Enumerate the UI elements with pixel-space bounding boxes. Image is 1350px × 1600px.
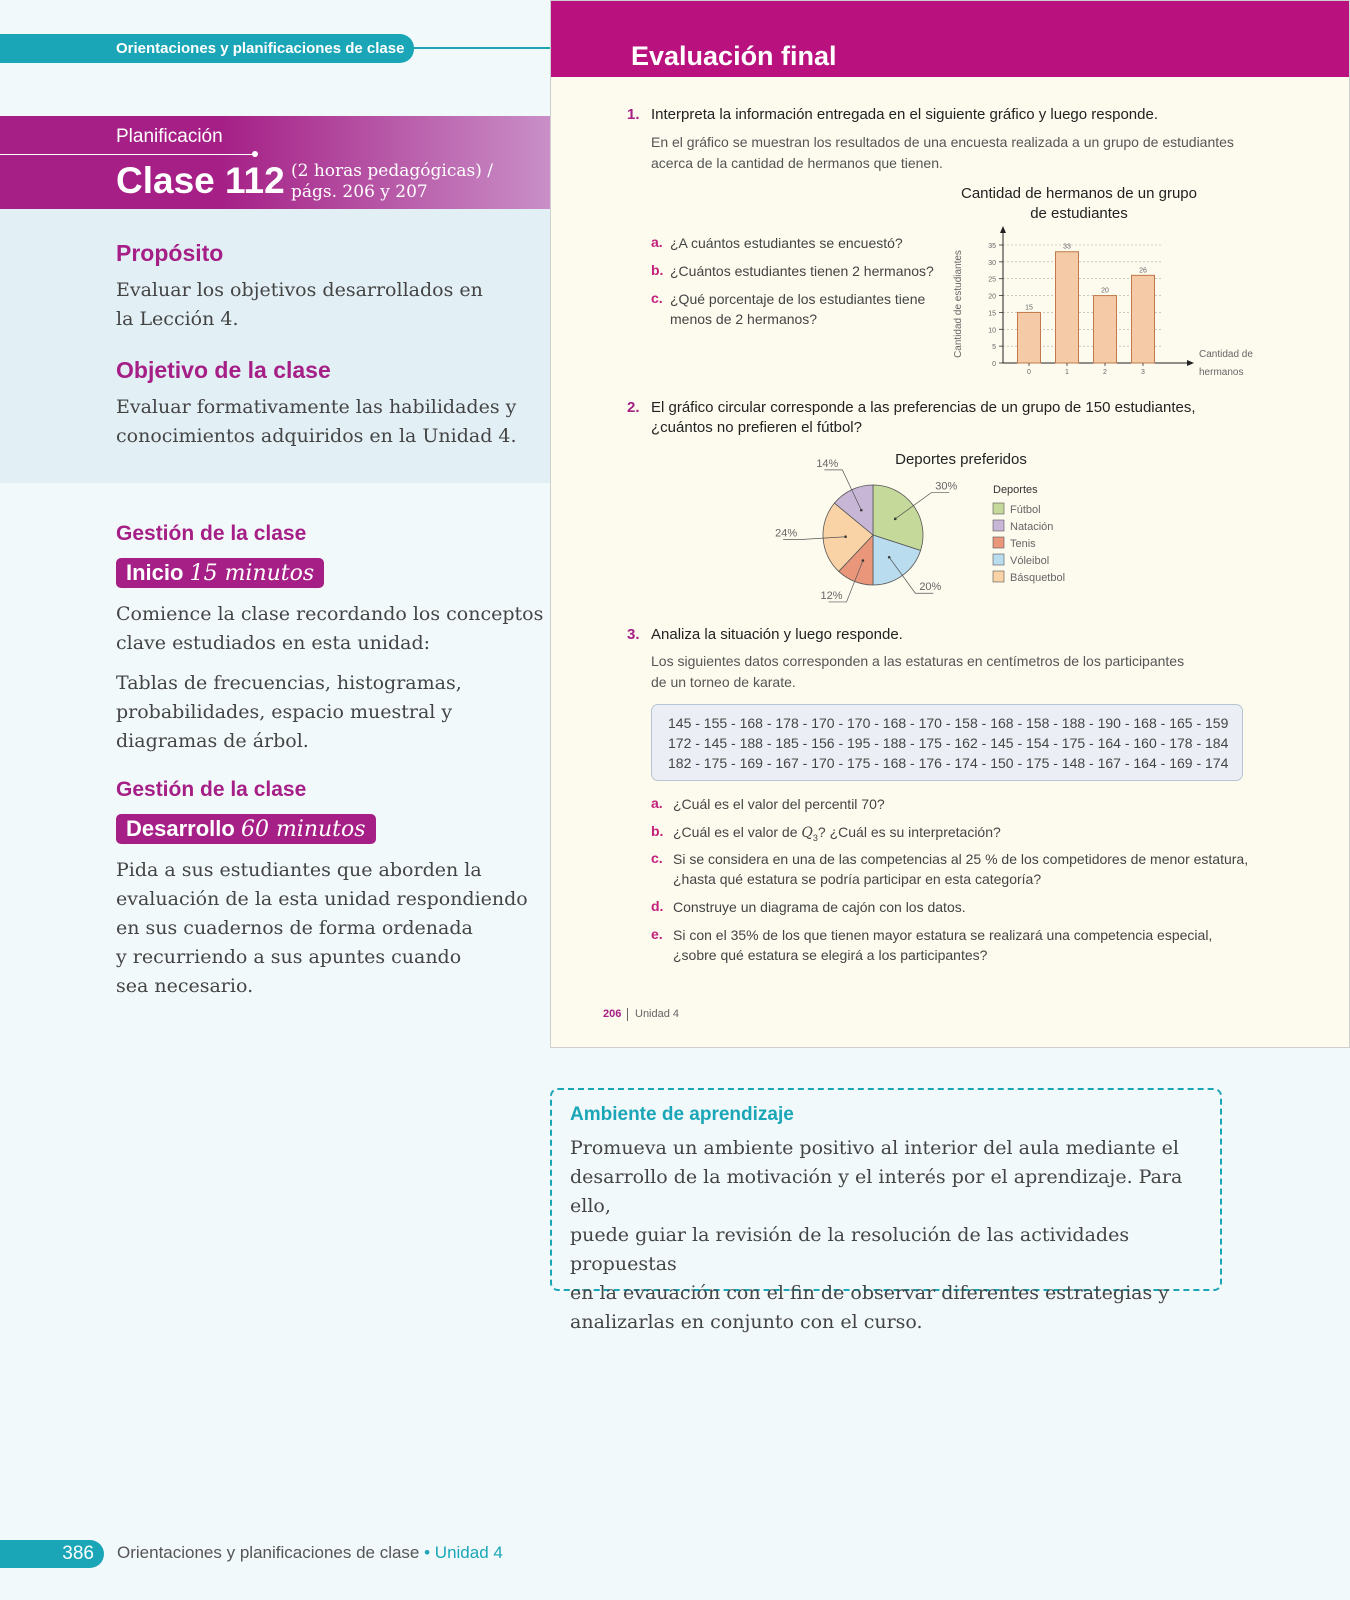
q1-desc-line1: En el gráfico se muestran los resultados de una encuesta realizada a un grupo de estudiantes xyxy=(651,134,1234,150)
footer-page-number: 386 xyxy=(0,1540,104,1568)
q3b-q: Q xyxy=(801,825,813,841)
bar-2 xyxy=(1094,296,1117,363)
inicio-p1-line2: clave estudiados en esta unidad: xyxy=(116,632,431,654)
desarrollo-line5: sea necesario. xyxy=(116,975,254,997)
desarrollo-line2: evaluación de la esta unidad respondiendo xyxy=(116,888,528,910)
plan-dot xyxy=(252,151,258,157)
bar-x-axis-label-line1: Cantidad de xyxy=(1199,349,1253,360)
q3-desc-line2: de un torneo de karate. xyxy=(651,674,796,690)
q3c-letter: c. xyxy=(651,850,663,866)
q3-desc-line1: Los siguientes datos corresponden a las estaturas en centímetros de los participantes xyxy=(651,653,1185,669)
q3e-line1: Si con el 35% de los que tienen mayor estatura se realizará una competencia especial, xyxy=(673,927,1213,943)
bar-value-label: 15 xyxy=(1025,304,1033,312)
plan-label: Planificación xyxy=(116,126,223,147)
bar-value-label: 26 xyxy=(1139,267,1147,275)
environment-line1: Promueva un ambiente positivo al interior del aula mediante el xyxy=(570,1137,1179,1159)
q3b-post: ? ¿Cuál es su interpretación? xyxy=(817,824,1001,840)
bar-0 xyxy=(1018,312,1041,363)
page-title: Evaluación final xyxy=(631,41,837,71)
purpose-line2: la Lección 4. xyxy=(116,308,239,330)
bar-1 xyxy=(1056,252,1079,363)
q3b-sub: 3 xyxy=(812,832,818,843)
bar-value-label: 20 xyxy=(1101,287,1109,295)
bar-y-tick-label: 15 xyxy=(988,310,996,318)
pie-legend-swatch-basquetbol xyxy=(993,571,1004,582)
environment-line5: analizarlas en conjunto con el curso. xyxy=(570,1311,923,1333)
q2-text xyxy=(651,398,1196,438)
bar-y-axis-arrow xyxy=(1000,226,1006,233)
objective-line1: Evaluar formativamente las habilidades y xyxy=(116,396,517,418)
bar-y-tick-label: 30 xyxy=(988,259,996,267)
q2-line1: El gráfico circular corresponde a las preferencias de un grupo de 150 estudiantes, xyxy=(651,399,1196,416)
q3e-line2: ¿sobre qué estatura se elegirá a los participantes? xyxy=(673,947,988,963)
page-footer-number: 206 xyxy=(603,1008,622,1020)
inicio-p2-line3: diagramas de árbol. xyxy=(116,730,309,752)
q3b-letter: b. xyxy=(651,823,664,839)
purpose-text xyxy=(116,276,483,334)
pie-legend-swatch-tenis xyxy=(993,537,1004,548)
desarrollo-line3: en sus cuadernos de forma ordenada xyxy=(116,917,473,939)
inicio-p2-line1: Tablas de frecuencias, histogramas, xyxy=(116,672,462,694)
q3c-line2: ¿hasta qué estatura se podría participar en esta categoría? xyxy=(673,871,1042,887)
q1c-line1: ¿Qué porcentaje de los estudiantes tiene xyxy=(670,291,926,307)
q3a-text: ¿Cuál es el valor del percentil 70? xyxy=(673,796,885,812)
footer-title: Orientaciones y planificaciones de clase xyxy=(117,1543,420,1562)
q1c-letter: c. xyxy=(651,290,663,306)
pie-legend-label-futbol: Fútbol xyxy=(1010,504,1041,516)
pie-legend-swatch-voleibol xyxy=(993,554,1004,565)
environment-text xyxy=(570,1134,1210,1337)
pie-legend-swatch-natacion xyxy=(993,520,1004,531)
bar-chart-title-line1: Cantidad de hermanos de un grupo xyxy=(960,185,1197,202)
inicio-text-1 xyxy=(116,600,543,658)
q3b-text xyxy=(673,822,1001,848)
bar-x-tick-label: 3 xyxy=(1141,369,1145,376)
plan-banner xyxy=(0,116,550,209)
gestion-inicio-title: Gestión de la clase xyxy=(116,522,307,545)
data-row-1: 145 - 155 - 168 - 178 - 170 - 170 - 168 - 170 - 158 - 168 - 158 - 188 - 190 - 168 - 165 - 159 xyxy=(668,715,1229,731)
footer-text xyxy=(117,1543,503,1563)
page-header xyxy=(551,1,1349,77)
plan-rule xyxy=(0,154,256,155)
q2-number: 2. xyxy=(627,399,640,416)
bar-chart-title-line2: de estudiantes xyxy=(1030,205,1128,222)
q3-text: Analiza la situación y luego responde. xyxy=(651,626,903,643)
bar-y-tick-label: 35 xyxy=(988,243,996,250)
q1-number: 1. xyxy=(627,106,640,123)
pie-legend-title: Deportes xyxy=(993,484,1038,496)
pie-legend-label-basquetbol: Básquetbol xyxy=(1010,572,1066,584)
q3d-text: Construye un diagrama de cajón con los datos. xyxy=(673,899,966,915)
desarrollo-line1: Pida a sus estudiantes que aborden la xyxy=(116,859,482,881)
bar-chart xyxy=(951,223,1253,383)
q3e-letter: e. xyxy=(651,926,663,942)
page-footer-separator xyxy=(627,1008,628,1021)
pie-legend-label-natacion: Natación xyxy=(1010,521,1054,533)
environment-line2: desarrollo de la motivación y el interés por el aprendizaje. Para ello, xyxy=(570,1166,1183,1217)
pie-label-natacion: 14% xyxy=(816,457,839,470)
pie-label-basquetbol: 24% xyxy=(775,527,798,540)
inicio-minutes: 15 minutos xyxy=(189,561,315,586)
pie-label-voleibol: 20% xyxy=(919,581,942,594)
inicio-label: Inicio xyxy=(126,560,184,585)
pie-label-futbol: 30% xyxy=(935,480,958,493)
bar-value-label: 33 xyxy=(1063,243,1071,251)
gestion-desarrollo-title: Gestión de la clase xyxy=(116,778,307,801)
q1b-text: ¿Cuántos estudiantes tienen 2 hermanos? xyxy=(670,263,934,279)
environment-title: Ambiente de aprendizaje xyxy=(570,1104,794,1125)
bar-y-axis-label: Cantidad de estudiantes xyxy=(953,250,964,358)
plan-title: Clase 112 xyxy=(116,160,285,201)
q1c-text xyxy=(670,289,925,329)
desarrollo-minutes: 60 minutos xyxy=(240,817,366,842)
desarrollo-text xyxy=(116,856,528,1001)
q1b-letter: b. xyxy=(651,262,664,278)
page-footer-unit: Unidad 4 xyxy=(635,1008,680,1020)
purpose-title: Propósito xyxy=(116,240,224,266)
bar-y-tick-label: 10 xyxy=(988,327,996,335)
q3c-text xyxy=(673,849,1248,889)
q1c-line2: menos de 2 hermanos? xyxy=(670,311,818,327)
footer-unit: Unidad 4 xyxy=(434,1543,503,1562)
desarrollo-label: Desarrollo xyxy=(126,816,235,841)
q3e-text xyxy=(673,925,1212,965)
bar-x-tick-label: 1 xyxy=(1065,369,1069,376)
bar-x-tick-label: 2 xyxy=(1103,369,1107,376)
objective-title: Objetivo de la clase xyxy=(116,357,331,383)
inicio-text-2 xyxy=(116,669,462,756)
pie-legend-swatch-futbol xyxy=(993,503,1004,514)
bar-chart-title xyxy=(949,184,1209,224)
q1-description xyxy=(651,132,1234,174)
q3d-letter: d. xyxy=(651,898,664,914)
q3c-line1: Si se considera en una de las competencias al 25 % de los competidores de menor estatura, xyxy=(673,851,1249,867)
q1-text: Interpreta la información entregada en el siguiente gráfico y luego responde. xyxy=(651,106,1158,123)
learning-environment-box xyxy=(550,1088,1222,1333)
bar-3 xyxy=(1132,275,1155,363)
pie-label-tenis: 12% xyxy=(820,589,843,602)
q1a-text: ¿A cuántos estudiantes se encuestó? xyxy=(670,235,903,251)
q2-line2: ¿cuántos no prefieren el fútbol? xyxy=(651,419,862,436)
q3-number: 3. xyxy=(627,626,640,643)
header-tab: Orientaciones y planificaciones de clase xyxy=(0,34,414,63)
pie-legend-label-tenis: Tenis xyxy=(1010,538,1036,550)
student-page xyxy=(550,0,1350,1048)
desarrollo-line4: y recurriendo a sus apuntes cuando xyxy=(116,946,462,968)
data-row-3: 182 - 175 - 169 - 167 - 170 - 175 - 168 - 176 - 174 - 150 - 175 - 148 - 167 - 164 - 169 - 174 xyxy=(668,755,1229,771)
bar-x-tick-label: 0 xyxy=(1027,369,1031,376)
inicio-p1-line1: Comience la clase recordando los conceptos xyxy=(116,603,544,625)
plan-hours xyxy=(291,161,493,203)
plan-hours-line1: (2 horas pedagógicas) / xyxy=(291,161,493,181)
plan-hours-line2: págs. 206 y 207 xyxy=(291,182,428,202)
environment-line4: en la evauación con el fin de observar diferentes estrategias y xyxy=(570,1282,1170,1304)
bar-x-axis-arrow xyxy=(1187,360,1194,366)
heights-data-box xyxy=(651,704,1243,781)
inicio-p2-line2: probabilidades, espacio muestral y xyxy=(116,701,453,723)
objective-text xyxy=(116,393,517,451)
environment-line3: puede guiar la revisión de la resolución de las actividades propuestas xyxy=(570,1224,1130,1275)
q3a-letter: a. xyxy=(651,795,663,811)
pie-legend-label-voleibol: Vóleibol xyxy=(1010,555,1050,567)
desarrollo-badge xyxy=(116,814,376,844)
bar-y-tick-label: 5 xyxy=(992,344,996,352)
inicio-badge xyxy=(116,558,324,588)
data-row-2: 172 - 145 - 188 - 185 - 156 - 195 - 188 - 175 - 162 - 145 - 154 - 175 - 164 - 160 - 178 - 184 xyxy=(668,735,1229,751)
bar-y-tick-label: 0 xyxy=(992,361,996,368)
bar-y-tick-label: 25 xyxy=(988,276,996,284)
objective-line2: conocimientos adquiridos en la Unidad 4. xyxy=(116,425,517,447)
bar-x-axis-label-line2: hermanos xyxy=(1199,367,1244,378)
q1-desc-line2: acerca de la cantidad de hermanos que tienen. xyxy=(651,155,943,171)
header-rule xyxy=(414,47,550,49)
q3b-pre: ¿Cuál es el valor de xyxy=(673,824,802,840)
pie-chart-title: Deportes preferidos xyxy=(895,451,1027,468)
bar-y-tick-label: 20 xyxy=(988,293,996,301)
purpose-line1: Evaluar los objetivos desarrollados en xyxy=(116,279,483,301)
q3-description xyxy=(651,651,1184,693)
footer-separator: • xyxy=(419,1543,435,1562)
q1a-letter: a. xyxy=(651,234,663,250)
